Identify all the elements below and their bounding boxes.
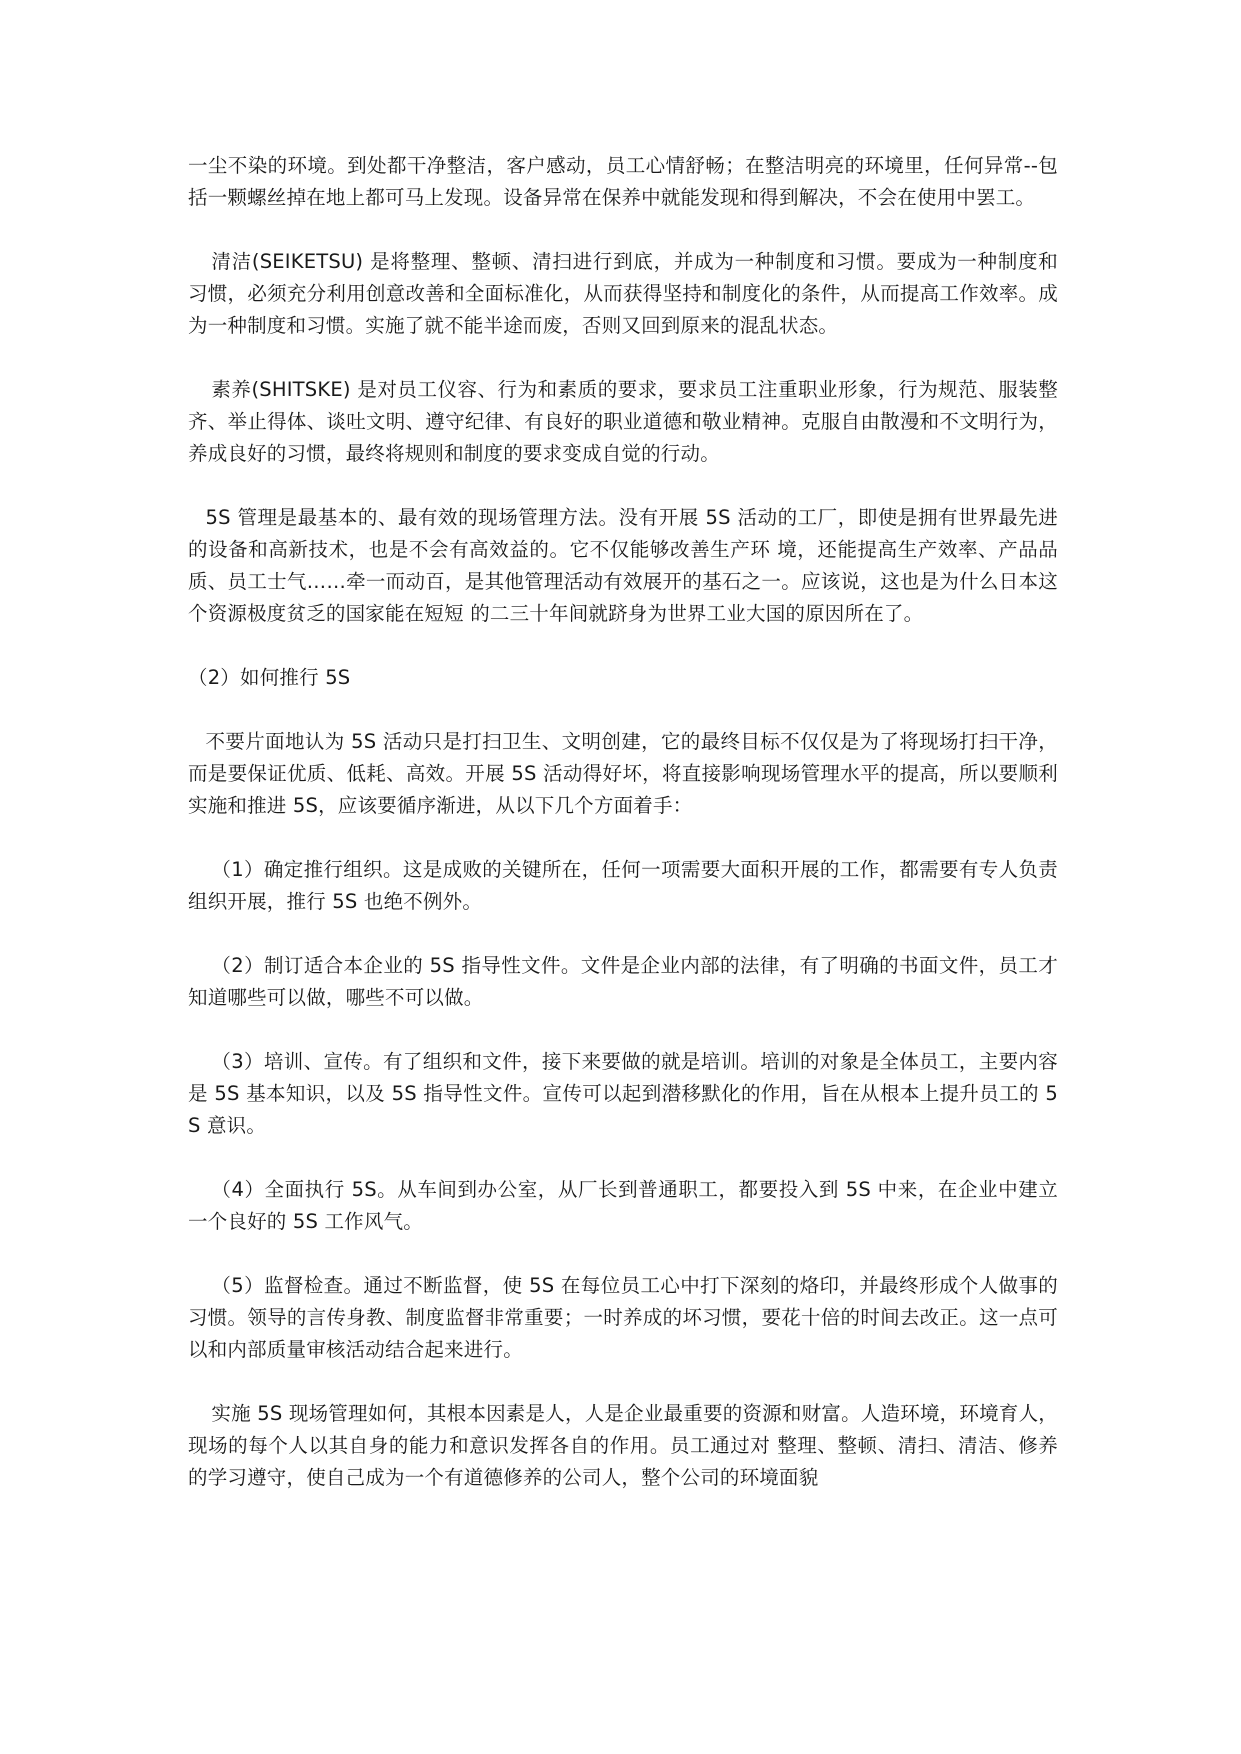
list-item-step-4: （4）全面执行 5S。从车间到办公室，从厂长到普通职工，都要投入到 5S 中来，在企业中建立一个良好的 5S 工作风气。 — [188, 1178, 1058, 1233]
list-item-step-2: （2）制订适合本企业的 5S 指导性文件。文件是企业内部的法律，有了明确的书面文件，员工才知道哪些可以做，哪些不可以做。 — [188, 954, 1058, 1009]
list-item-step-1: （1）确定推行组织。这是成败的关键所在，任何一项需要大面积开展的工作，都需要有专人负责组织开展，推行 5S 也绝不例外。 — [188, 858, 1058, 913]
section-heading-how-to-implement: （2）如何推行 5S — [188, 666, 351, 689]
document-page — [188, 150, 1058, 1526]
paragraph-5s-importance: 5S 管理是最基本的、最有效的现场管理方法。没有开展 5S 活动的工厂，即使是拥有世界最先进的设备和高新技术，也是不会有高效益的。它不仅能够改善生产环 境，还能提高生产效率、产品品质、员工士气……牵一而动百，是其他管理活动有效展开的基石之一。应该说，这也是为什么日本这个资源极度贫乏的国家能在短短 的二三十年间就跻身为世界工业大国的原因所在了。 — [188, 506, 1058, 625]
paragraph-cleanliness-result: 一尘不染的环境。到处都干净整洁，客户感动，员工心情舒畅；在整洁明亮的环境里，任何异常--包括一颗螺丝掉在地上都可马上发现。设备异常在保养中就能发现和得到解决，不会在使用中罢工。 — [188, 154, 1058, 209]
paragraph-implementation-intro: 不要片面地认为 5S 活动只是打扫卫生、文明创建，它的最终目标不仅仅是为了将现场打扫干净，而是要保证优质、低耗、高效。开展 5S 活动得好坏，将直接影响现场管理水平的提高，所以要顺利实施和推进 5S，应该要循序渐进，从以下几个方面着手： — [188, 730, 1058, 817]
paragraph-shitsuke: 素养(SHITSKE) 是对员工仪容、行为和素质的要求，要求员工注重职业形象，行为规范、服装整齐、举止得体、谈吐文明、遵守纪律、有良好的职业道德和敬业精神。克服自由散漫和不文明行为，养成良好的习惯，最终将规则和制度的要求变成自觉的行动。 — [188, 378, 1058, 465]
paragraph-people-factor: 实施 5S 现场管理如何，其根本因素是人，人是企业最重要的资源和财富。人造环境，环境育人，现场的每个人以其自身的能力和意识发挥各自的作用。员工通过对 整理、整顿、清扫、清洁、修养的学习遵守，使自己成为一个有道德修养的公司人，整个公司的环境面貌 — [188, 1402, 1058, 1489]
list-item-step-3: （3）培训、宣传。有了组织和文件，接下来要做的就是培训。培训的对象是全体员工，主要内容是 5S 基本知识，以及 5S 指导性文件。宣传可以起到潜移默化的作用，旨在从根本上提升员工的 5S 意识。 — [188, 1050, 1058, 1137]
list-item-step-5: （5）监督检查。通过不断监督，使 5S 在每位员工心中打下深刻的烙印，并最终形成个人做事的习惯。领导的言传身教、制度监督非常重要；一时养成的坏习惯，要花十倍的时间去改正。这一点可以和内部质量审核活动结合起来进行。 — [188, 1274, 1058, 1361]
paragraph-seiketsu: 清洁(SEIKETSU) 是将整理、整顿、清扫进行到底，并成为一种制度和习惯。要成为一种制度和习惯，必须充分利用创意改善和全面标准化，从而获得坚持和制度化的条件，从而提高工作效率。成为一种制度和习惯。实施了就不能半途而废，否则又回到原来的混乱状态。 — [188, 250, 1058, 337]
